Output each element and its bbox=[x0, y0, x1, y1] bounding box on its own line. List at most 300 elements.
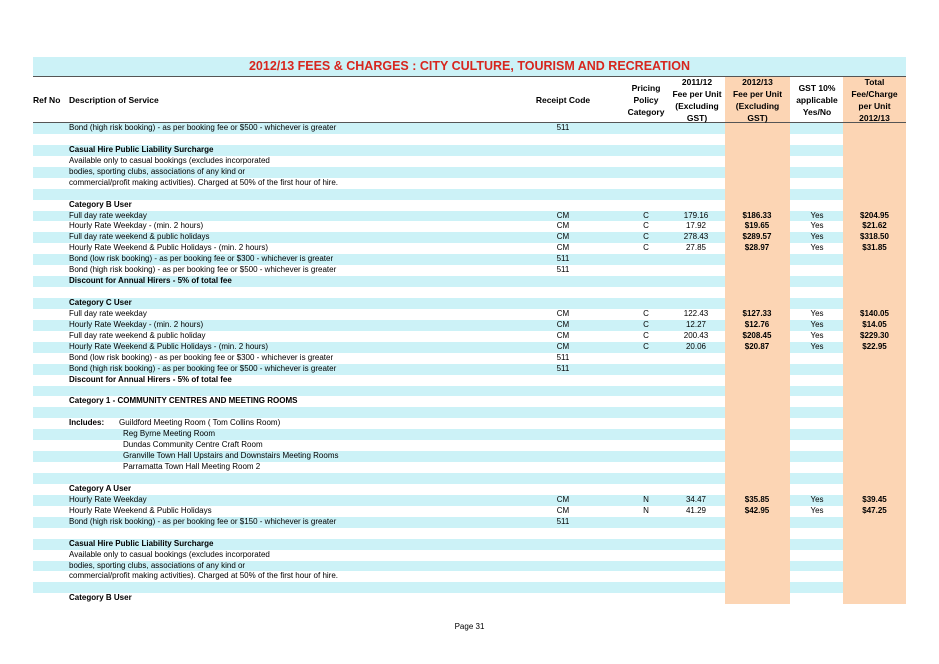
fee-2012-cell bbox=[725, 407, 789, 418]
pricing-category-cell bbox=[631, 265, 661, 276]
fee-2012-cell: $186.33 bbox=[742, 210, 772, 220]
fee-2011-cell bbox=[671, 123, 721, 134]
total-cell bbox=[843, 123, 906, 134]
fee-2011-cell: 20.06 bbox=[685, 341, 707, 351]
fee-2011-cell: 122.43 bbox=[683, 308, 709, 318]
fee-2012-cell: $28.97 bbox=[744, 243, 770, 253]
gst-cell: Yes bbox=[810, 494, 824, 504]
receipt-code-cell: CM bbox=[556, 505, 570, 515]
header-description: Description of Service bbox=[69, 94, 159, 105]
description-cell: Bond (low risk booking) - as per booking fee or $300 - whichever is greater bbox=[69, 352, 334, 362]
fee-2012-cell bbox=[725, 440, 789, 451]
table-body bbox=[33, 123, 906, 604]
description-cell: Bond (low risk booking) - as per booking fee or $300 - whichever is greater bbox=[69, 254, 334, 264]
fee-2012-cell bbox=[725, 386, 789, 397]
pricing-category-cell bbox=[631, 484, 661, 495]
gst-cell bbox=[791, 265, 843, 276]
fee-2011-cell bbox=[671, 451, 721, 462]
table-row bbox=[33, 134, 906, 145]
total-cell bbox=[843, 396, 906, 407]
table-row bbox=[33, 364, 906, 375]
receipt-code-cell: CM bbox=[556, 494, 570, 504]
description-cell: bodies, sporting clubs, associations of any kind or bbox=[69, 560, 246, 570]
fee-2011-cell bbox=[671, 265, 721, 276]
table-row bbox=[33, 276, 906, 287]
gst-cell bbox=[791, 386, 843, 397]
description-cell: Guildford Meeting Room ( Tom Collins Room) bbox=[119, 418, 281, 428]
table-row bbox=[33, 145, 906, 156]
gst-cell: Yes bbox=[810, 221, 824, 231]
fee-2011-cell bbox=[671, 539, 721, 550]
total-cell bbox=[843, 353, 906, 364]
pricing-category-cell bbox=[631, 386, 661, 397]
description-cell: Hourly Rate Weekday - (min. 2 hours) bbox=[69, 319, 204, 329]
fee-2011-cell bbox=[671, 407, 721, 418]
fee-2011-cell: 27.85 bbox=[685, 243, 707, 253]
receipt-code-cell bbox=[541, 571, 585, 582]
gst-cell bbox=[791, 561, 843, 572]
receipt-code-cell bbox=[541, 429, 585, 440]
description-cell: Parramatta Town Hall Meeting Room 2 bbox=[123, 462, 261, 472]
table-row bbox=[33, 396, 906, 407]
description-cell: Dundas Community Centre Craft Room bbox=[123, 440, 263, 450]
description-cell: Casual Hire Public Liability Surcharge bbox=[69, 144, 214, 154]
total-cell bbox=[843, 561, 906, 572]
receipt-code-cell bbox=[541, 145, 585, 156]
gst-cell bbox=[791, 167, 843, 178]
total-cell: $14.05 bbox=[862, 319, 887, 329]
total-cell bbox=[843, 189, 906, 200]
pricing-category-cell: C bbox=[643, 232, 649, 242]
table-row bbox=[33, 221, 906, 232]
table-row bbox=[33, 484, 906, 495]
table-row bbox=[33, 232, 906, 243]
fee-2011-cell bbox=[671, 561, 721, 572]
receipt-code-cell bbox=[541, 561, 585, 572]
total-cell bbox=[843, 517, 906, 528]
gst-cell bbox=[791, 396, 843, 407]
fee-2011-cell: 278.43 bbox=[683, 232, 709, 242]
gst-cell: Yes bbox=[810, 232, 824, 242]
description-cell: Bond (high risk booking) - as per booking fee or $500 - whichever is greater bbox=[69, 123, 337, 132]
fee-2011-cell bbox=[671, 582, 721, 593]
table-row bbox=[33, 123, 906, 134]
fee-2011-cell bbox=[671, 298, 721, 309]
table-row bbox=[33, 539, 906, 550]
table-row bbox=[33, 309, 906, 320]
fee-2012-cell bbox=[725, 123, 789, 134]
gst-cell bbox=[791, 517, 843, 528]
fee-2012-cell bbox=[725, 145, 789, 156]
receipt-code-cell: 511 bbox=[556, 123, 570, 132]
fee-2012-cell bbox=[725, 571, 789, 582]
fee-2012-cell bbox=[725, 364, 789, 375]
fee-2011-cell bbox=[671, 550, 721, 561]
total-cell: $47.25 bbox=[862, 505, 887, 515]
fee-2011-cell bbox=[671, 287, 721, 298]
receipt-code-cell: CM bbox=[556, 341, 570, 351]
table-row bbox=[33, 506, 906, 517]
fee-2012-cell bbox=[725, 528, 789, 539]
fee-2012-cell: $42.95 bbox=[744, 505, 770, 515]
receipt-code-cell bbox=[541, 134, 585, 145]
fee-2012-cell bbox=[725, 451, 789, 462]
total-cell bbox=[843, 528, 906, 539]
description-cell: Available only to casual bookings (excludes incorporated bbox=[69, 155, 270, 165]
receipt-code-cell: CM bbox=[556, 330, 570, 340]
fee-2011-cell bbox=[671, 571, 721, 582]
description-cell: Available only to casual bookings (excludes incorporated bbox=[69, 549, 270, 559]
fee-2011-cell bbox=[671, 440, 721, 451]
description-cell: Hourly Rate Weekday bbox=[69, 494, 147, 504]
header-ref-no: Ref No bbox=[33, 94, 61, 105]
header-gst: GST 10% applicable Yes/No bbox=[796, 82, 838, 117]
fee-2012-cell bbox=[725, 375, 789, 386]
gst-cell: Yes bbox=[810, 243, 824, 253]
fee-2012-cell bbox=[725, 418, 789, 429]
table-row bbox=[33, 571, 906, 582]
total-cell: $229.30 bbox=[860, 330, 889, 340]
description-cell: Casual Hire Public Liability Surcharge bbox=[69, 538, 214, 548]
receipt-code-cell bbox=[541, 178, 585, 189]
table-row bbox=[33, 287, 906, 298]
receipt-code-cell bbox=[541, 582, 585, 593]
gst-cell bbox=[791, 407, 843, 418]
table-row bbox=[33, 200, 906, 211]
total-cell: $140.05 bbox=[860, 308, 889, 318]
header-fee-2012: 2012/13 Fee per Unit (Excluding GST) bbox=[732, 76, 783, 123]
table-row bbox=[33, 451, 906, 462]
total-cell bbox=[843, 484, 906, 495]
fee-2012-cell bbox=[725, 287, 789, 298]
total-cell bbox=[843, 571, 906, 582]
gst-cell bbox=[791, 462, 843, 473]
fee-2011-cell bbox=[671, 396, 721, 407]
table-row bbox=[33, 462, 906, 473]
fee-2011-cell bbox=[671, 528, 721, 539]
description-cell: Full day rate weekend & public holiday bbox=[69, 330, 206, 340]
gst-cell bbox=[791, 429, 843, 440]
fee-2012-cell bbox=[725, 353, 789, 364]
gst-cell: Yes bbox=[810, 308, 824, 318]
fee-2011-cell: 200.43 bbox=[683, 330, 709, 340]
total-cell bbox=[843, 254, 906, 265]
total-cell: $204.95 bbox=[860, 210, 889, 220]
gst-cell bbox=[791, 473, 843, 484]
gst-cell bbox=[791, 353, 843, 364]
pricing-category-cell bbox=[631, 462, 661, 473]
fee-2012-cell: $19.65 bbox=[744, 221, 770, 231]
table-row bbox=[33, 320, 906, 331]
receipt-code-cell bbox=[541, 375, 585, 386]
pricing-category-cell: C bbox=[643, 243, 649, 253]
receipt-code-cell bbox=[541, 386, 585, 397]
table-row bbox=[33, 593, 906, 604]
gst-cell bbox=[791, 134, 843, 145]
fee-2012-cell bbox=[725, 593, 789, 604]
gst-cell bbox=[791, 582, 843, 593]
pricing-category-cell bbox=[631, 276, 661, 287]
fee-2011-cell bbox=[671, 200, 721, 211]
pricing-category-cell bbox=[631, 418, 661, 429]
receipt-code-cell bbox=[541, 593, 585, 604]
total-cell bbox=[843, 167, 906, 178]
receipt-code-cell: 511 bbox=[556, 265, 570, 275]
total-cell bbox=[843, 440, 906, 451]
fee-2011-cell bbox=[671, 484, 721, 495]
fee-2012-cell bbox=[725, 539, 789, 550]
fee-2012-cell bbox=[725, 189, 789, 200]
fee-2011-cell bbox=[671, 386, 721, 397]
total-cell bbox=[843, 593, 906, 604]
table-row bbox=[33, 178, 906, 189]
description-cell: Full day rate weekday bbox=[69, 308, 147, 318]
table-row bbox=[33, 211, 906, 222]
total-cell bbox=[843, 386, 906, 397]
table-row bbox=[33, 561, 906, 572]
fee-2011-cell bbox=[671, 375, 721, 386]
fee-2012-cell bbox=[725, 167, 789, 178]
fee-2011-cell bbox=[671, 167, 721, 178]
table-row bbox=[33, 331, 906, 342]
total-cell bbox=[843, 156, 906, 167]
description-cell: Category B User bbox=[69, 593, 132, 603]
table-row bbox=[33, 386, 906, 397]
pricing-category-cell bbox=[631, 353, 661, 364]
total-cell bbox=[843, 276, 906, 287]
pricing-category-cell bbox=[631, 550, 661, 561]
total-cell: $318.50 bbox=[860, 232, 889, 242]
total-cell bbox=[843, 298, 906, 309]
description-cell: Full day rate weekday bbox=[69, 210, 147, 220]
gst-cell bbox=[791, 451, 843, 462]
receipt-code-cell: 511 bbox=[556, 352, 570, 362]
receipt-code-cell bbox=[541, 298, 585, 309]
gst-cell bbox=[791, 200, 843, 211]
total-cell bbox=[843, 134, 906, 145]
receipt-code-cell bbox=[541, 156, 585, 167]
receipt-code-cell: CM bbox=[556, 210, 570, 220]
pricing-category-cell bbox=[631, 375, 661, 386]
header-receipt-code: Receipt Code bbox=[535, 94, 591, 105]
fee-2011-cell bbox=[671, 145, 721, 156]
receipt-code-cell: CM bbox=[556, 308, 570, 318]
table-row bbox=[33, 528, 906, 539]
gst-cell bbox=[791, 539, 843, 550]
fee-2011-cell bbox=[671, 353, 721, 364]
gst-cell bbox=[791, 189, 843, 200]
fee-2012-cell: $208.45 bbox=[742, 330, 772, 340]
pricing-category-cell bbox=[631, 145, 661, 156]
pricing-category-cell bbox=[631, 254, 661, 265]
total-cell: $39.45 bbox=[862, 494, 887, 504]
fee-2011-cell bbox=[671, 134, 721, 145]
pricing-category-cell bbox=[631, 298, 661, 309]
pricing-category-cell bbox=[631, 429, 661, 440]
total-cell bbox=[843, 550, 906, 561]
gst-cell bbox=[791, 178, 843, 189]
receipt-code-cell bbox=[541, 473, 585, 484]
fee-2012-cell bbox=[725, 561, 789, 572]
table-row bbox=[33, 375, 906, 386]
fee-2012-cell bbox=[725, 517, 789, 528]
pricing-category-cell bbox=[631, 167, 661, 178]
fee-2012-cell bbox=[725, 484, 789, 495]
description-cell: Hourly Rate Weekend & Public Holidays - (min. 2 hours) bbox=[69, 341, 269, 351]
description-cell: Granville Town Hall Upstairs and Downstairs Meeting Rooms bbox=[123, 451, 339, 461]
description-cell: Discount for Annual Hirers - 5% of total fee bbox=[69, 374, 232, 384]
fee-2012-cell bbox=[725, 429, 789, 440]
fee-2012-cell bbox=[725, 582, 789, 593]
pricing-category-cell bbox=[631, 539, 661, 550]
fee-2011-cell bbox=[671, 418, 721, 429]
pricing-category-cell bbox=[631, 528, 661, 539]
fee-2011-cell bbox=[671, 364, 721, 375]
receipt-code-cell bbox=[541, 539, 585, 550]
total-cell bbox=[843, 582, 906, 593]
description-cell: Bond (high risk booking) - as per booking fee or $150 - whichever is greater bbox=[69, 516, 337, 526]
fee-2011-cell bbox=[671, 462, 721, 473]
fee-2012-cell: $127.33 bbox=[742, 308, 772, 318]
gst-cell: Yes bbox=[810, 330, 824, 340]
pricing-category-cell bbox=[631, 440, 661, 451]
description-cell: Bond (high risk booking) - as per booking fee or $500 - whichever is greater bbox=[69, 363, 337, 373]
gst-cell bbox=[791, 571, 843, 582]
total-cell bbox=[843, 539, 906, 550]
pricing-category-cell: N bbox=[643, 494, 649, 504]
fee-2011-cell: 34.47 bbox=[685, 494, 707, 504]
gst-cell: Yes bbox=[810, 319, 824, 329]
pricing-category-cell: C bbox=[643, 221, 649, 231]
description-cell: Discount for Annual Hirers - 5% of total fee bbox=[69, 276, 232, 286]
total-cell bbox=[843, 429, 906, 440]
fee-2011-cell bbox=[671, 429, 721, 440]
description-cell: commercial/profit making activities). Charged at 50% of the first hour of hire. bbox=[69, 571, 338, 581]
pricing-category-cell bbox=[631, 396, 661, 407]
receipt-code-cell bbox=[541, 451, 585, 462]
receipt-code-cell: 511 bbox=[556, 254, 570, 264]
fee-2012-cell bbox=[725, 254, 789, 265]
pricing-category-cell bbox=[631, 156, 661, 167]
fee-2011-cell bbox=[671, 517, 721, 528]
gst-cell bbox=[791, 593, 843, 604]
includes-label: Includes: bbox=[69, 418, 105, 428]
fee-2012-cell bbox=[725, 396, 789, 407]
pricing-category-cell bbox=[631, 561, 661, 572]
gst-cell bbox=[791, 550, 843, 561]
table-row bbox=[33, 440, 906, 451]
header-total: Total Fee/Charge per Unit 2012/13 bbox=[851, 76, 898, 123]
receipt-code-cell bbox=[541, 407, 585, 418]
receipt-code-cell bbox=[541, 200, 585, 211]
table-row bbox=[33, 254, 906, 265]
fee-2011-cell bbox=[671, 189, 721, 200]
pricing-category-cell: C bbox=[643, 341, 649, 351]
fee-2012-cell: $20.87 bbox=[744, 341, 770, 351]
fee-2012-cell bbox=[725, 156, 789, 167]
total-cell bbox=[843, 178, 906, 189]
fee-2012-cell: $12.76 bbox=[744, 319, 770, 329]
fee-2012-cell bbox=[725, 550, 789, 561]
table-header bbox=[33, 76, 906, 123]
gst-cell bbox=[791, 145, 843, 156]
gst-cell bbox=[791, 528, 843, 539]
description-cell: Full day rate weekend & public holidays bbox=[69, 232, 210, 242]
gst-cell bbox=[791, 276, 843, 287]
pricing-category-cell bbox=[631, 517, 661, 528]
pricing-category-cell bbox=[631, 593, 661, 604]
gst-cell bbox=[791, 123, 843, 134]
total-cell bbox=[843, 364, 906, 375]
table-row bbox=[33, 582, 906, 593]
total-cell bbox=[843, 473, 906, 484]
pricing-category-cell bbox=[631, 571, 661, 582]
receipt-code-cell: 511 bbox=[556, 363, 570, 373]
pricing-category-cell bbox=[631, 123, 661, 134]
table-row bbox=[33, 517, 906, 528]
receipt-code-cell bbox=[541, 189, 585, 200]
pricing-category-cell bbox=[631, 407, 661, 418]
receipt-code-cell bbox=[541, 484, 585, 495]
total-cell bbox=[843, 407, 906, 418]
fee-2012-cell bbox=[725, 473, 789, 484]
pricing-category-cell bbox=[631, 178, 661, 189]
receipt-code-cell bbox=[541, 440, 585, 451]
receipt-code-cell: CM bbox=[556, 221, 570, 231]
table-row bbox=[33, 298, 906, 309]
fee-2012-cell bbox=[725, 462, 789, 473]
pricing-category-cell bbox=[631, 134, 661, 145]
fee-2012-cell bbox=[725, 298, 789, 309]
description-cell: Hourly Rate Weekend & Public Holidays bbox=[69, 505, 212, 515]
table-row bbox=[33, 156, 906, 167]
fee-2011-cell: 17.92 bbox=[685, 221, 707, 231]
total-cell bbox=[843, 451, 906, 462]
fee-2012-cell bbox=[725, 134, 789, 145]
fee-2012-cell bbox=[725, 276, 789, 287]
fee-2012-cell bbox=[725, 265, 789, 276]
table-row bbox=[33, 265, 906, 276]
fee-2012-cell: $289.57 bbox=[742, 232, 772, 242]
pricing-category-cell bbox=[631, 451, 661, 462]
gst-cell bbox=[791, 254, 843, 265]
fee-2011-cell: 41.29 bbox=[685, 505, 707, 515]
pricing-category-cell: C bbox=[643, 210, 649, 220]
description-cell: bodies, sporting clubs, associations of any kind or bbox=[69, 166, 246, 176]
pricing-category-cell bbox=[631, 189, 661, 200]
receipt-code-cell: 511 bbox=[556, 516, 570, 526]
fee-2011-cell: 12.27 bbox=[685, 319, 707, 329]
receipt-code-cell bbox=[541, 287, 585, 298]
table-row bbox=[33, 243, 906, 254]
fee-2011-cell bbox=[671, 276, 721, 287]
description-cell: Reg Byrne Meeting Room bbox=[123, 429, 216, 439]
pricing-category-cell: C bbox=[643, 319, 649, 329]
pricing-category-cell bbox=[631, 473, 661, 484]
gst-cell: Yes bbox=[810, 210, 824, 220]
fee-2012-cell bbox=[725, 178, 789, 189]
gst-cell: Yes bbox=[810, 341, 824, 351]
total-cell bbox=[843, 200, 906, 211]
pricing-category-cell: C bbox=[643, 308, 649, 318]
fee-2011-cell: 179.16 bbox=[683, 210, 709, 220]
description-cell: Bond (high risk booking) - as per booking fee or $500 - whichever is greater bbox=[69, 265, 337, 275]
fee-2011-cell bbox=[671, 178, 721, 189]
gst-cell: Yes bbox=[810, 505, 824, 515]
table-row bbox=[33, 418, 906, 429]
page-title: 2012/13 FEES & CHARGES : CITY CULTURE, TOURISM AND RECREATION bbox=[33, 57, 906, 76]
table-row bbox=[33, 550, 906, 561]
